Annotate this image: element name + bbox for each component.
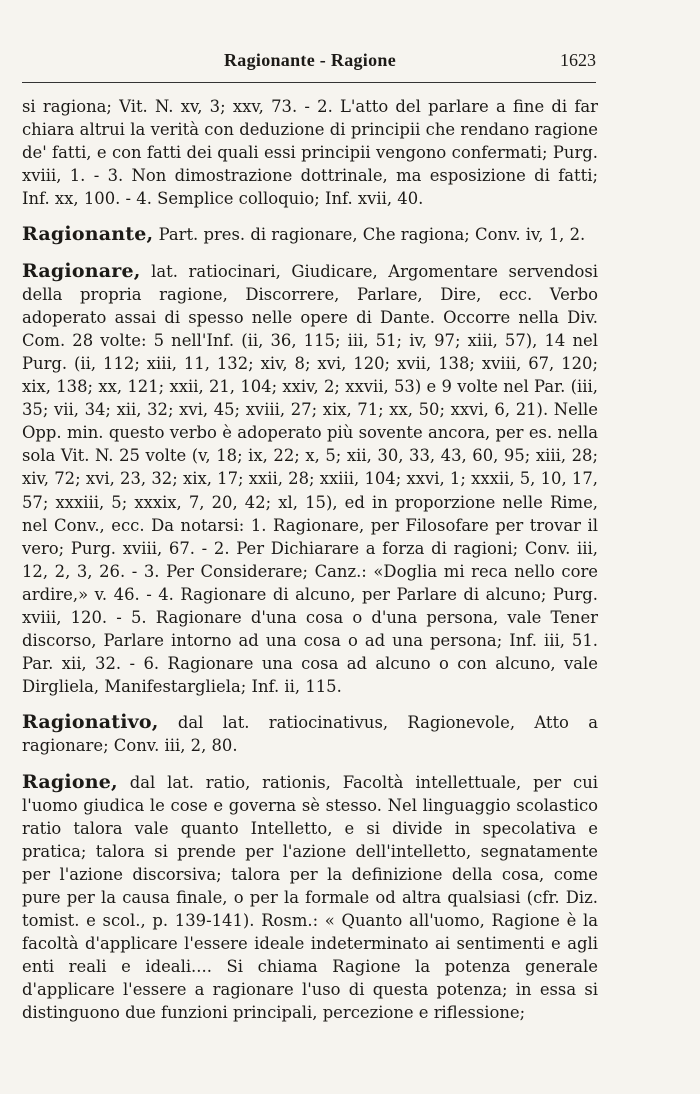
headword: Ragionativo, [22, 711, 159, 734]
entry-body: dal lat. ratiocinativus, Ragionevole, Atto a ragionare; Conv. iii, 2, 80. [22, 713, 598, 756]
entry-ragionare [22, 260, 598, 699]
page-header [0, 50, 700, 74]
entry-body: lat. ratiocinari, Giudicare, Argomentare servendosi della propria ragione, Discorrere, Parlare, Dire, ecc. Verbo adoperato assai di spesso nelle opere di Dante. Occorre nella Div. Com. 28 volte: 5 nell'Inf. (ii, 36, 115; iii, 51; iv, 97; xiii, 57), 14 nel Purg. (ii, 112; xiii, 11, 132; xiv, 8; xvi, 120; xvii, 138; xviii, 67, 120; xix, 138; xx, 121; xxii, 21, 104; xxiv, 2; xxvii, 53) e 9 volte nel Par. (iii, 35; vii, 34; xii, 32; xvi, 45; xviii, 27; xix, 71; xx, 50; xxvi, 6, 21). Nelle Opp. min. questo verbo è adoperato più sovente ancora, per es. nella sola Vit. N. 25 volte (v, 18; ix, 22; x, 5; xii, 30, 33, 43, 60, 95; xiii, 28; xiv, 72; xvi, 23, 32; xix, 17; xxii, 28; xxiii, 104; xxvi, 1; xxxii, 5, 10, 17, 57; xxxiii, 5; xxxix, 7, 20, 42; xl, 15), ed in proporzione nelle Rime, nel Conv., ecc. Da notarsi: 1. Ragionare, per Filosofare per trovar il vero; Purg. xviii, 67. - 2. Per Dichiarare a forza di ragioni; Conv. iii, 12, 2, 3, 26. - 3. Per Considerare; Canz.: «Doglia mi reca nello core ardire,» v. 46. - 4. Ragionare di alcuno, per Parlare di alcuno; Purg. xviii, 120. - 5. Ragionare d'una cosa o d'una persona, vale Tener discorso, Parlare intorno ad una cosa o ad una persona; Inf. iii, 51. Par. xii, 32. - 6. Ragionare una cosa ad alcuno o con alcuno, vale Dirgliela, Manifestargliela; Inf. ii, 115. [22, 261, 598, 697]
headword: Ragione, [22, 770, 118, 793]
entry-body: dal lat. ratio, rationis, Facoltà intellettuale, per cui l'uomo giudica le cose e governa sè stesso. Nel linguaggio scolastico ratio talora vale quanto Intelletto, e si divide in specolativa e pratica; talora si prende per l'azione dell'intelletto, segnatamente per l'azione discorsiva; talora per la definizione della cosa, come pure per la causa finale, o per la formale od altra qualsiasi (cfr. Diz. tomist. e scol., p. 139-141). Rosm.: « Quanto all'uomo, Ragione è la facoltà d'applicare l'essere ideale indeterminato ai sentimenti e agli enti reali e ideali.... Si chiama Ragione la potenza generale d'applicare l'essere a ragionare l'uso di questa potenza; in essa si distinguono due funzioni principali, percezione e riflessione; [22, 772, 598, 1023]
headword: Ragionare, [22, 259, 141, 282]
entry-body: Part. pres. di ragionare, Che ragiona; Conv. iv, 1, 2. [158, 225, 586, 245]
entry-ragionante [22, 223, 598, 246]
running-title: Ragionante - Ragione [224, 50, 396, 70]
headword: Ragionante, [22, 223, 154, 246]
header-rule [22, 82, 596, 83]
entry-ragione [22, 771, 598, 1025]
page-number: 1623 [560, 50, 596, 70]
continued-paragraph: si ragiona; Vit. N. xv, 3; xxv, 73. - 2. L'atto del parlare a fine di far chiara altrui la verità con deduzione di principii che rendano ragione de' fatti, e con fatti dei quali essi principii vengono confermati; Purg. xviii, 1. - 3. Non dimostrazione dottrinale, ma esposizione di fatti; Inf. xx, 100. - 4. Semplice colloquio; Inf. xvii, 40. [22, 97, 598, 209]
entry-ragionativo [22, 711, 598, 757]
page-body [22, 95, 598, 1025]
